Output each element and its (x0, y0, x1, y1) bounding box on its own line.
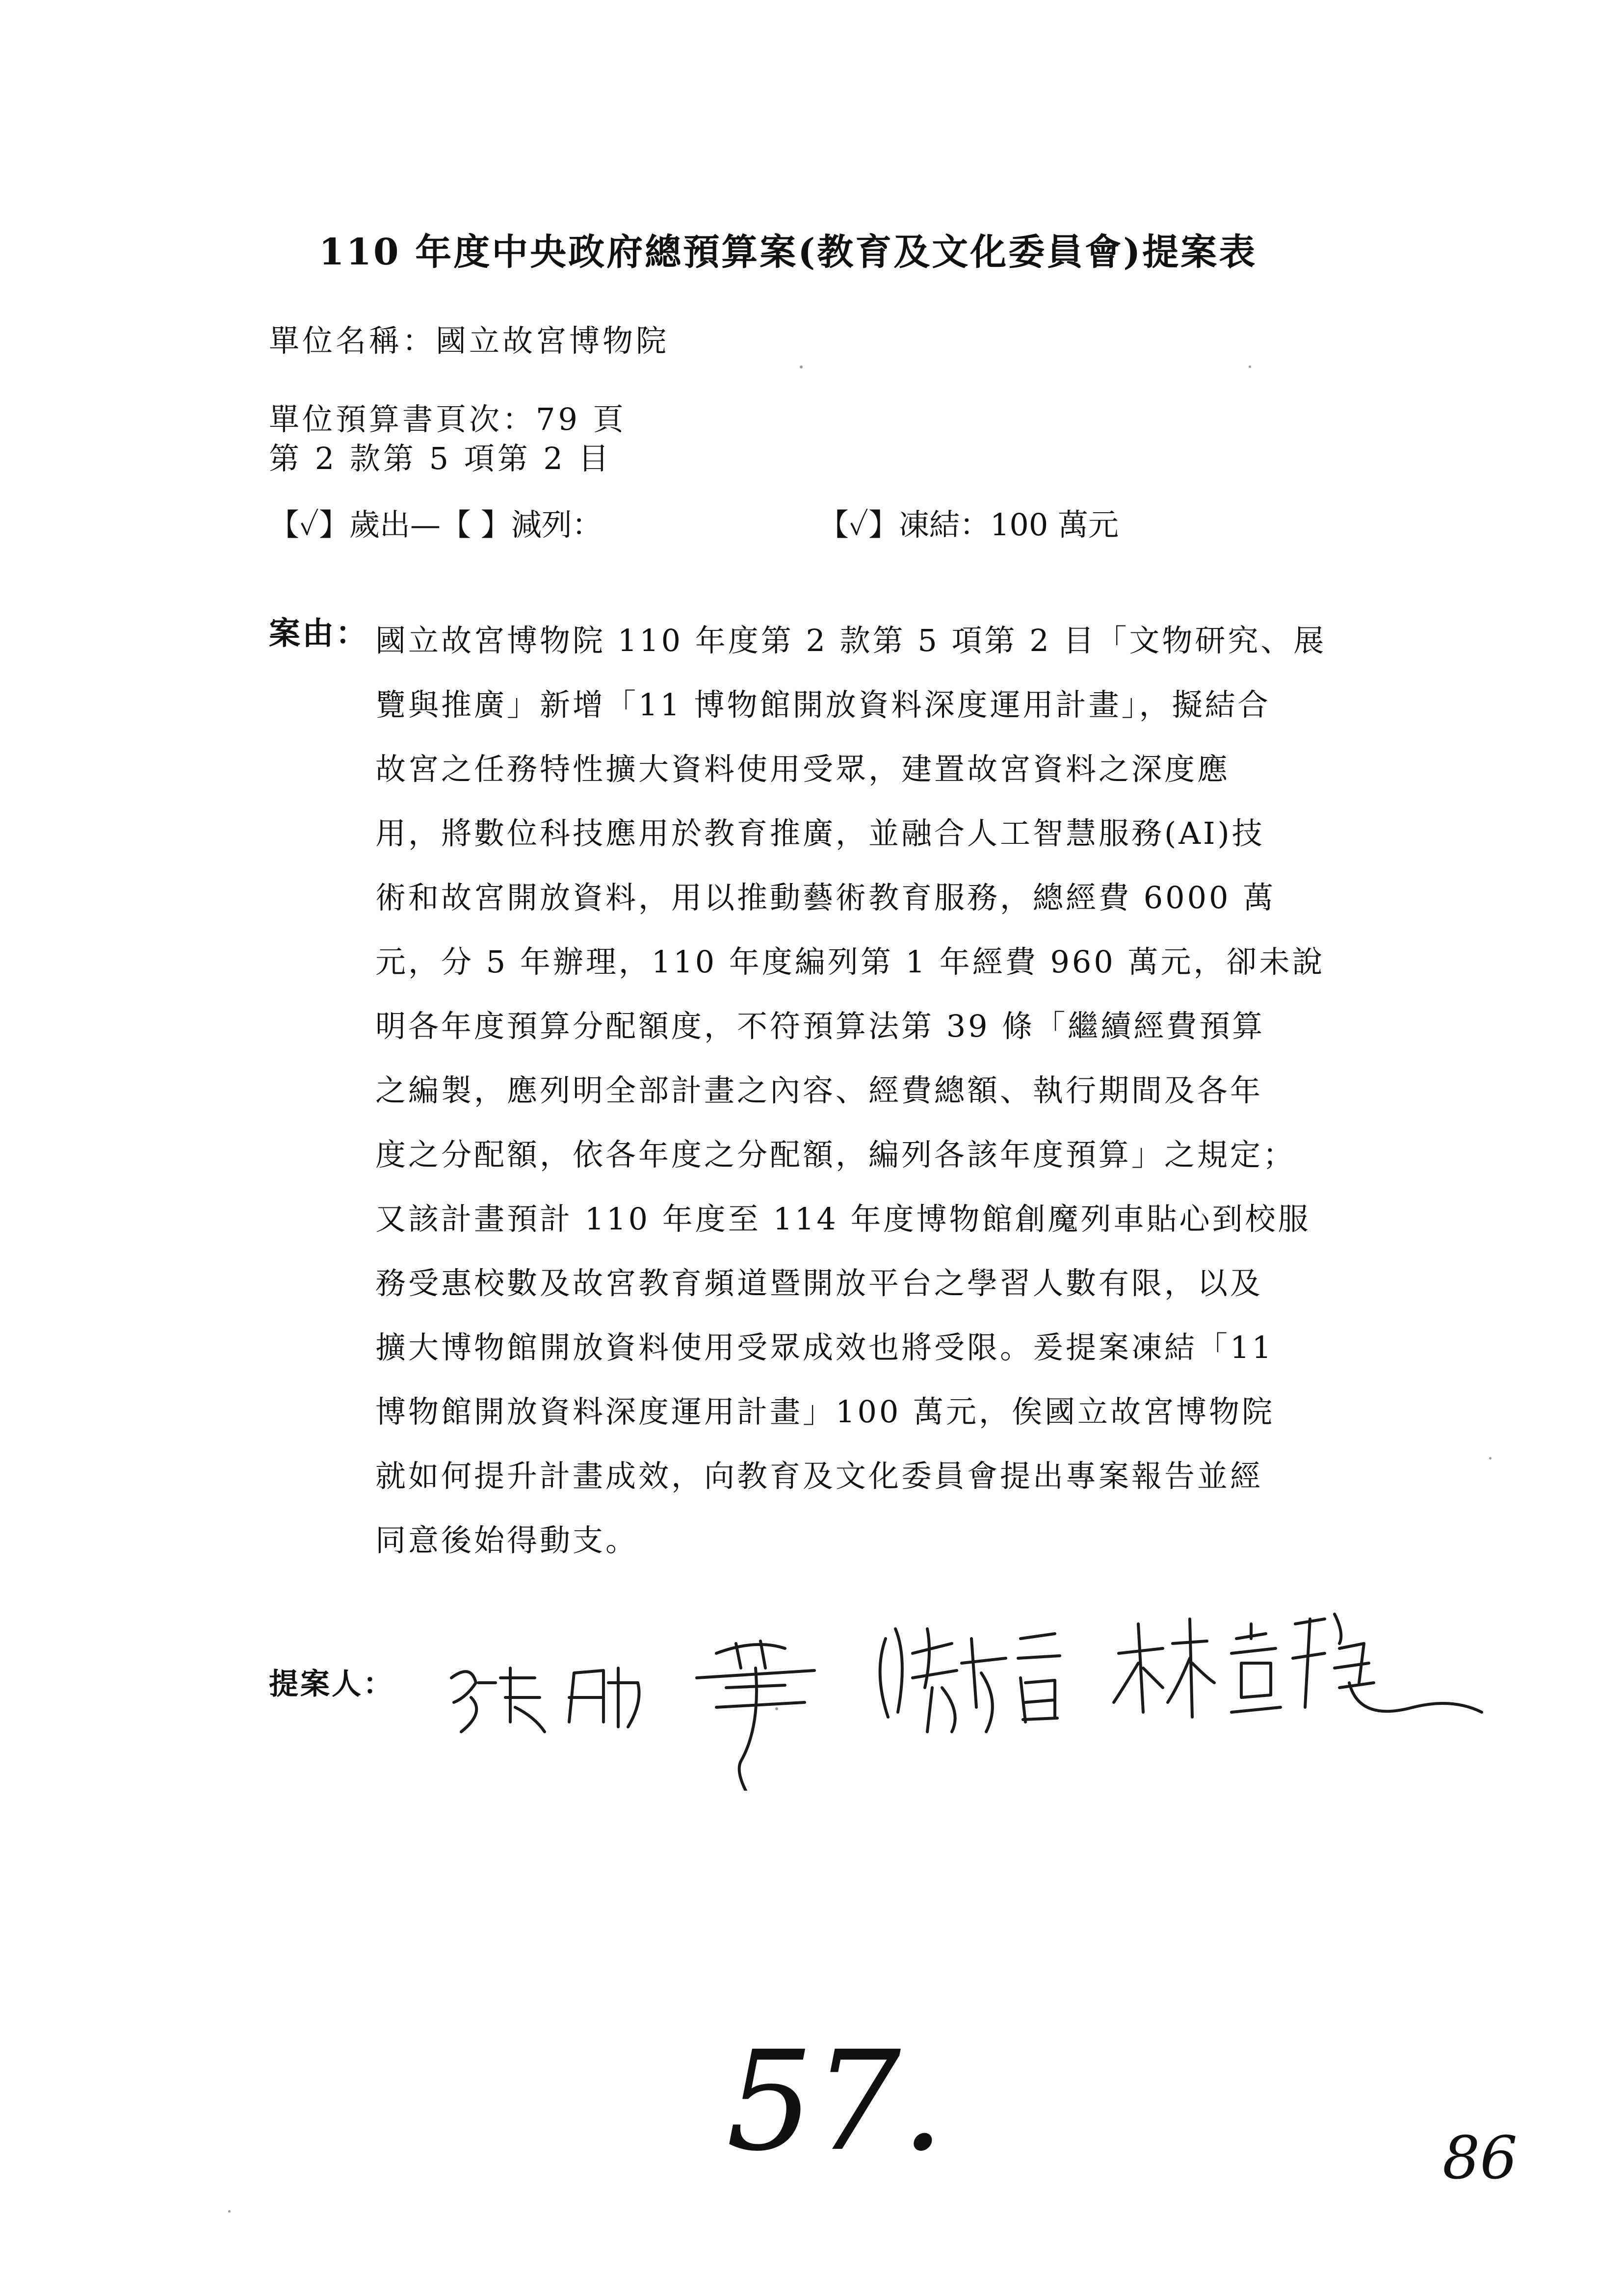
signature-2 (880, 1629, 1060, 1732)
scan-speck (1489, 1457, 1492, 1460)
scan-speck (775, 1707, 778, 1710)
reason-label: 案由： (269, 615, 369, 652)
expenditure-reduction-checkbox: 【✓】歲出—【 】減列： (269, 507, 602, 543)
corner-page-number-text: 86 (1442, 2124, 1518, 2192)
reason-line: 術和故宮開放資料，用以推動藝術教育服務，總經費 6000 萬 (375, 880, 1276, 915)
reason-line: 博物館開放資料深度運用計畫」100 萬元，俟國立故宮博物院 (375, 1394, 1275, 1430)
signatures (442, 1585, 1545, 1791)
budget-page-ref: 單位預算書頁次：79 頁 (269, 401, 627, 437)
scan-speck (228, 2210, 231, 2213)
corner-page-number (1438, 2110, 1550, 2208)
reason-line: 就如何提升計畫成效，向教育及文化委員會提出專案報告並經 (375, 1458, 1263, 1494)
signature-3 (1114, 1614, 1482, 1717)
reason-body (375, 608, 1406, 1572)
reason-line: 覽與推廣」新增「11 博物館開放資料深度運用計畫」，擬結合 (375, 687, 1271, 723)
reason-line: 元，分 5 年辦理，110 年度編列第 1 年經費 960 萬元，卻未說 (375, 944, 1325, 980)
unit-name: 單位名稱：國立故宮博物院 (269, 323, 670, 359)
reason-line: 又該計畫預計 110 年度至 114 年度博物館創魔列車貼心到校服 (375, 1201, 1311, 1237)
reason-line: 故宮之任務特性擴大資料使用受眾，建置故宮資料之深度應 (375, 751, 1231, 787)
reason-line: 務受惠校數及故宮教育頻道暨開放平台之學習人數有限，以及 (375, 1265, 1263, 1301)
document-title: 110 年度中央政府總預算案(教育及文化委員會)提案表 (319, 231, 1257, 273)
reason-line: 度之分配額，依各年度之分配額，編列各該年度預算」之規定； (375, 1137, 1296, 1173)
handwritten-page-number-text: 57. (726, 2022, 945, 2182)
scan-speck (800, 365, 803, 368)
item-reference: 第 2 款第 5 項第 2 目 (269, 441, 612, 476)
checkbox-row (269, 500, 1250, 543)
reason-line: 用，將數位科技應用於教育推廣，並融合人工智慧服務(AI)技 (375, 815, 1265, 851)
reason-line: 之編製，應列明全部計畫之內容、經費總額、執行期間及各年 (375, 1072, 1263, 1108)
signature-1 (451, 1641, 814, 1791)
reason-line: 明各年度預算分配額度，不符預算法第 39 條「繼續經費預算 (375, 1008, 1265, 1044)
freeze-checkbox: 【✓】凍結：100 萬元 (818, 507, 1119, 543)
reason-line: 同意後始得動支。 (375, 1522, 639, 1558)
reason-line: 國立故宮博物院 110 年度第 2 款第 5 項第 2 目「文物研究、展 (375, 623, 1327, 658)
reason-line: 擴大博物館開放資料使用受眾成效也將受限。爰提案凍結「11 (375, 1330, 1274, 1365)
handwritten-page-number (707, 2002, 952, 2222)
scan-speck (1249, 365, 1251, 368)
proposer-label: 提案人： (269, 1667, 394, 1701)
